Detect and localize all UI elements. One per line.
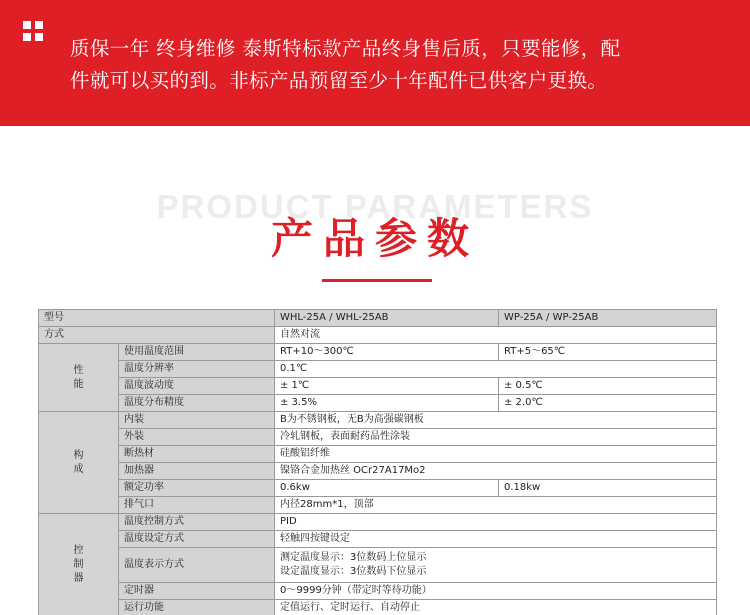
row-value-a: ± 1℃ [275, 378, 499, 395]
group-char: 构 [73, 449, 84, 461]
table-row [39, 395, 717, 412]
table-row [39, 412, 717, 429]
title-underline [322, 279, 432, 282]
warranty-text [70, 33, 720, 97]
row-value-b: ± 0.5℃ [499, 378, 717, 395]
row-value-a: 定值运行、定时运行、自动停止 [275, 600, 717, 615]
table-row [39, 600, 717, 615]
row-label: 排气口 [119, 497, 275, 514]
group-performance [39, 344, 119, 412]
row-label: 定时器 [119, 583, 275, 600]
warranty-banner [0, 0, 750, 126]
table-row [39, 497, 717, 514]
row-value-a: RT+10～300℃ [275, 344, 499, 361]
row-label: 内装 [119, 412, 275, 429]
row-label: 温度控制方式 [119, 514, 275, 531]
table-row [39, 514, 717, 531]
grid-icon [23, 21, 43, 41]
group-char: 能 [73, 378, 84, 390]
group-structure [39, 412, 119, 514]
table-row [39, 378, 717, 395]
table-row [39, 429, 717, 446]
group-char: 控 [73, 545, 84, 556]
row-label: 温度设定方式 [119, 531, 275, 548]
group-char: 制 [73, 559, 84, 570]
spec-table [38, 309, 717, 615]
header-model-a: WHL-25A / WHL-25AB [275, 310, 499, 327]
row-value-a: 0～9999分钟（带定时等待功能） [275, 583, 717, 600]
table-row [39, 344, 717, 361]
warranty-line-2: 件就可以买的到。非标产品预留至少十年配件已供客户更换。 [70, 69, 608, 92]
row-label: 温度表示方式 [119, 548, 275, 583]
row-value-a: 内径28mm*1，顶部 [275, 497, 717, 514]
row-label: 使用温度范围 [119, 344, 275, 361]
row-value-a: 冷轧钢板，表面耐药品性涂装 [275, 429, 717, 446]
header-model-b: WP-25A / WP-25AB [499, 310, 717, 327]
row-value-a: 0.6kw [275, 480, 499, 497]
table-row [39, 548, 717, 583]
row-value-b: 0.18kw [499, 480, 717, 497]
row-value-a: ± 3.5% [275, 395, 499, 412]
row-label: 温度分布精度 [119, 395, 275, 412]
table-row [39, 446, 717, 463]
row-value-a: 镍铬合金加热丝 OCr27A17Mo2 [275, 463, 717, 480]
row-value-b: RT+5～65℃ [499, 344, 717, 361]
row-label: 外装 [119, 429, 275, 446]
table-row [39, 463, 717, 480]
row-value-a: PID [275, 514, 717, 531]
group-char: 器 [73, 573, 84, 584]
table-row [39, 480, 717, 497]
row-value-b: ± 2.0℃ [499, 395, 717, 412]
section-watermark: PRODUCT PARAMETERS [156, 188, 594, 225]
row-label: 温度分辨率 [119, 361, 275, 378]
row-value-a: 硅酸铝纤维 [275, 446, 717, 463]
row-value-a: B为不锈钢板，无B为高强碳钢板 [275, 412, 717, 429]
row-value-a [275, 548, 717, 583]
table-row [39, 583, 717, 600]
header-model-label: 型号 [39, 310, 275, 327]
table-row [39, 361, 717, 378]
group-char: 性 [73, 364, 84, 376]
display-line-2: 设定温度显示：3位数码下位显示 [280, 566, 427, 577]
section-title: 产品参数 [270, 214, 479, 263]
row-label: 温度波动度 [119, 378, 275, 395]
row-label: 额定功率 [119, 480, 275, 497]
group-char: 成 [73, 463, 84, 475]
row-value-a: 轻触四按键设定 [275, 531, 717, 548]
method-label: 方式 [39, 327, 275, 344]
method-value: 自然对流 [275, 327, 717, 344]
row-label: 运行功能 [119, 600, 275, 615]
row-label: 断热材 [119, 446, 275, 463]
group-controller [39, 514, 119, 615]
warranty-line-1: 质保一年 终身维修 泰斯特标款产品终身售后质，只要能修，配 [70, 37, 621, 60]
table-row [39, 531, 717, 548]
table-row [39, 327, 717, 344]
display-line-1: 测定温度显示：3位数码上位显示 [280, 552, 427, 563]
row-value-a: 0.1℃ [275, 361, 717, 378]
row-label: 加热器 [119, 463, 275, 480]
table-header-row [39, 310, 717, 327]
